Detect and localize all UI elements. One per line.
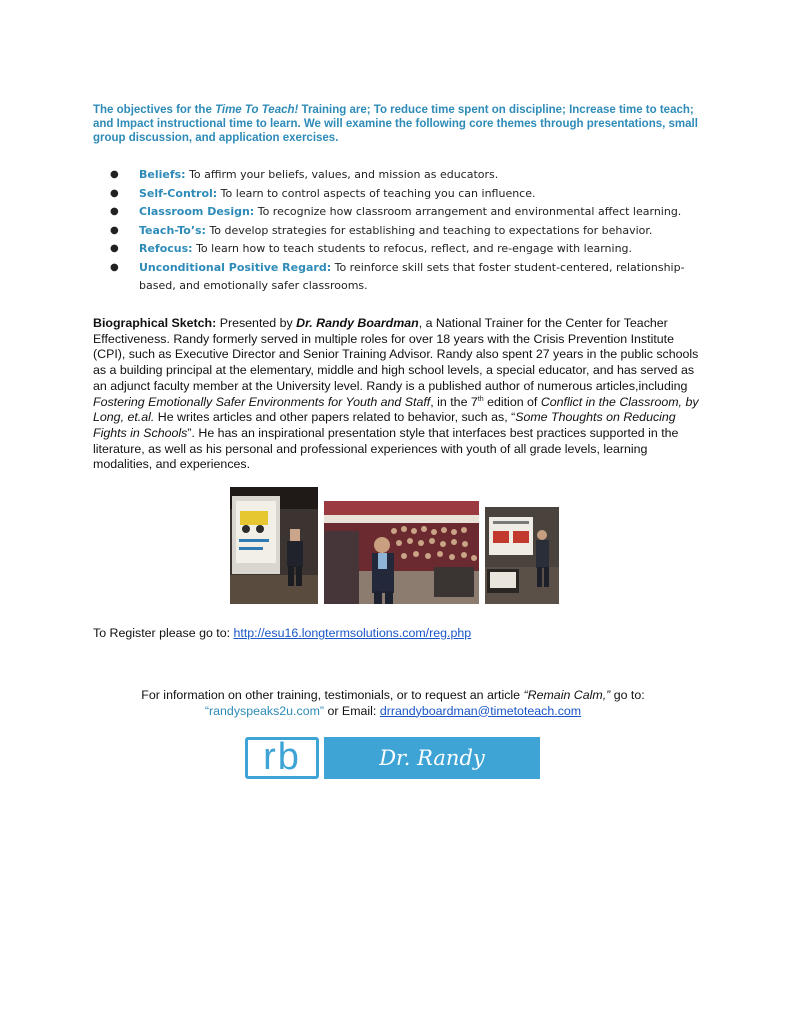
biographical-sketch [93,316,703,473]
theme-term: Refocus: [139,242,193,255]
objectives-paragraph [93,103,703,145]
theme-desc: To recognize how classroom arrangement and environmental affect learning. [254,205,682,218]
list-item [110,240,700,259]
website-text: “randyspeaks2u.com” [204,703,325,718]
bio-text: He writes articles and other papers related to behavior, such as, “ [154,410,516,425]
list-item [110,222,700,241]
bio-text: Presented by [216,316,297,330]
core-themes-list [110,166,700,296]
theme-term: Classroom Design: [139,205,255,218]
info-text: or Email: [324,703,380,718]
list-item [110,185,700,204]
program-name: Time To Teach! [215,104,299,116]
theme-term: Beliefs: [139,168,186,181]
bullet-icon: ● [110,206,119,217]
theme-desc: To reinforce skill sets that foster student-centered, relationship-based, and emotionally safer classrooms. [139,260,685,292]
presenter-photo-1 [230,487,318,604]
theme-term: Self-Control: [139,186,218,200]
theme-term: Unconditional Positive Regard: [139,260,332,274]
bio-text: edition of [483,394,541,409]
registration-line [93,626,713,640]
contact-info [93,688,693,719]
bio-text: , in the 7 [430,394,478,409]
theme-desc: To develop strategies for establishing and teaching to expectations for behavior. [205,223,653,237]
bio-text: , a National Trainer for the Center for Teacher Effectiveness. Randy formerly served in multiple roles for over 18 years with the Crisis Prevention Institute (CPI), such as Executive Director and Senior Training Advisor. Randy also spent 27 years in the public schools as a building principal at the elementary, middle and high school levels, a special educator, and has served as an adjunct faculty member at the University level. Randy is a published author of numerous articles,including [93,316,699,393]
theme-term: Teach-To’s: [139,223,206,237]
presenter-photo-3 [485,507,559,604]
objectives-text-2: Training are; To reduce time spent on discipline; Increase time to teach; and Impact instructional time to learn. We will examine the following core themes through presentations, small group discussion, and application exercises. [93,104,698,144]
logo-mark-text: rb [263,736,301,778]
info-text: For information on other training, testimonials, or to request an article [141,688,524,702]
theme-desc: To learn to control aspects of teaching you can influence. [217,186,536,200]
superscript: th [477,395,484,403]
info-line-2 [93,704,693,720]
book-title: Conflict in the Classroom, by Long, et.al. [93,394,699,425]
registration-link[interactable]: http://esu16.longtermsolutions.com/reg.php [233,626,472,640]
bullet-icon: ● [110,169,119,180]
presenter-photo-2 [324,501,479,604]
bio-label: Biographical Sketch: [93,316,217,330]
theme-desc: To learn how to teach students to refocus, reflect, and re-engage with learning. [192,242,633,255]
bullet-icon: ● [110,261,119,273]
bullet-icon: ● [110,224,119,236]
theme-desc: To affirm your beliefs, values, and mission as educators. [185,168,499,181]
bullet-icon: ● [110,243,119,254]
info-text: go to: [610,688,645,702]
logo-mark [245,737,319,779]
objectives-text-1: The objectives for the [93,104,216,116]
list-item [110,203,700,222]
bullet-icon: ● [110,187,119,199]
list-item [110,259,700,296]
info-line-1 [93,688,693,704]
register-label: To Register please go to: [93,626,234,640]
article-title: “Remain Calm,” [523,688,611,702]
article-title: Some Thoughts on Reducing Fights in Schools [93,410,676,440]
bio-text: ”. He has an inspirational presentation style that interfaces best practices supported in the literature, as well as his personal and professional experiences with youth of all grade levels, learning modalities, and experiences. [93,425,679,472]
rb-logo [245,735,545,812]
email-link[interactable]: drrandyboardman@timetoteach.com [379,703,582,718]
book-title: Fostering Emotionally Safer Environments for Youth and Staff [93,394,431,409]
list-item [110,166,700,185]
presenter-name: Dr. Randy Boardman [296,316,419,330]
logo-name: Dr. Randy Boardman [324,737,540,779]
